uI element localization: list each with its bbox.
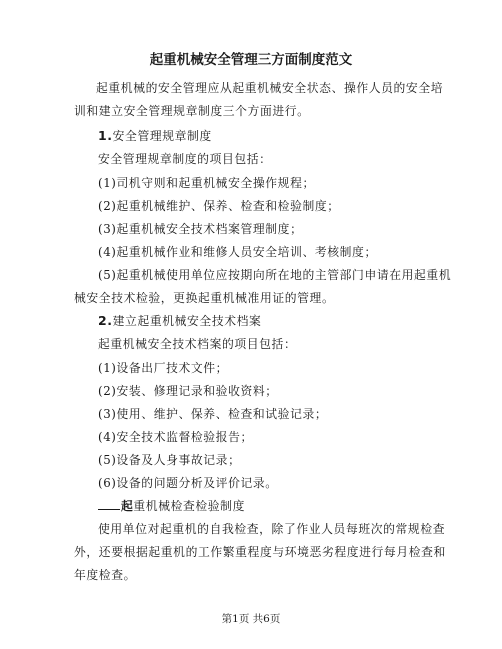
section-2-item-1: (1)设备出厂技术文件； bbox=[98, 361, 229, 375]
section-3-para-line-2: 外，还要根据起重机的工作繁重程度与环境恶劣程度进行每月检查和 bbox=[74, 545, 446, 559]
section-1-item-5-cont: 械安全技术检验，更换起重机械准用证的管理。 bbox=[74, 291, 335, 305]
section-1-item-3: (3)起重机械安全技术档案管理制度； bbox=[98, 222, 303, 236]
section-2-item-4: (4)安全技术监督检验报告； bbox=[98, 430, 253, 444]
blank-underline bbox=[98, 498, 120, 510]
section-1-lead: 安全管理规章制度的项目包括： bbox=[98, 152, 272, 166]
section-1-item-2: (2)起重机械维护、保养、检查和检验制度； bbox=[98, 199, 340, 213]
section-1-item-1: (1)司机守则和起重机械安全操作规程； bbox=[98, 176, 315, 190]
section-2-item-6: (6)设备的问题分析及评价记录。 bbox=[98, 476, 278, 490]
section-1-number: 1. bbox=[98, 128, 113, 143]
section-3-heading-text: 重机械检查检验制度 bbox=[133, 499, 245, 513]
page-footer: 第1页 共6页 bbox=[221, 613, 281, 625]
document-title: 起重机械安全管理三方面制度范文 bbox=[149, 52, 353, 68]
section-2-item-2: (2)安装、修理记录和验收资料； bbox=[98, 384, 278, 398]
section-2-lead: 起重机械安全技术档案的项目包括： bbox=[98, 337, 297, 351]
section-1-item-5: (5)起重机械使用单位应按期向所在地的主管部门申请在用起重机 bbox=[98, 268, 452, 282]
section-1-heading bbox=[98, 128, 212, 144]
section-2-number: 2. bbox=[98, 313, 113, 328]
section-1-heading-text: 安全管理规章制度 bbox=[112, 129, 212, 143]
section-2-item-3: (3)使用、维护、保养、检查和试验记录； bbox=[98, 407, 328, 421]
section-2-heading bbox=[98, 313, 261, 329]
intro-line-2: 训和建立安全管理规章制度三个方面进行。 bbox=[74, 104, 310, 118]
section-3-heading bbox=[98, 498, 245, 514]
section-2-item-5: (5)设备及人身事故记录； bbox=[98, 453, 241, 467]
section-3-bold-char: 起 bbox=[121, 499, 134, 513]
section-1-item-4: (4)起重机械作业和维修人员安全培训、考核制度； bbox=[98, 245, 377, 259]
section-3-para-line-1: 使用单位对起重机的自我检查，除了作业人员每班次的常规检查 bbox=[98, 522, 446, 536]
section-2-heading-text: 建立起重机械安全技术档案 bbox=[112, 314, 262, 328]
section-3-para-line-3: 年度检查。 bbox=[74, 568, 136, 582]
intro-line-1: 起重机械的安全管理应从起重机械安全状态、操作人员的安全培 bbox=[96, 81, 444, 95]
